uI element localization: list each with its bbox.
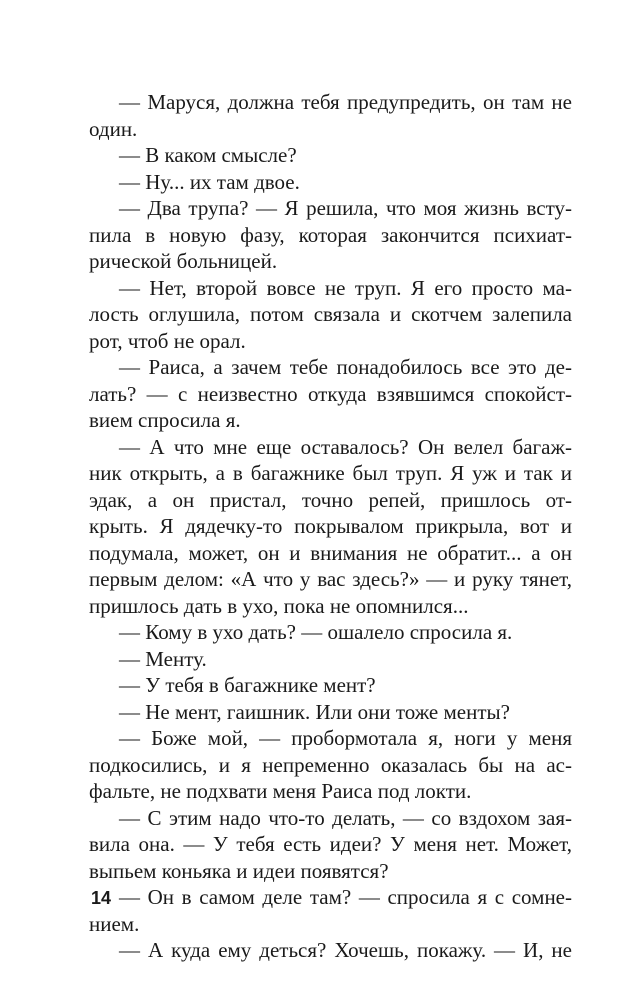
text-line: пила в новую фазу, которая закончится психиат- [89, 222, 572, 247]
text-line: — А куда ему деться? Хочешь, покажу. — И, не [119, 938, 572, 962]
text-line: эдак, а он пристал, точно репей, пришлось от- [89, 487, 572, 512]
text-line: пришлось дать в ухо, пока не опомнился... [89, 593, 469, 618]
text-line: лость оглушила, потом связала и скотчем залепила [89, 302, 572, 326]
text-line: ник открыть, а в багажнике был труп. Я уж и так и [89, 461, 572, 485]
text-line: — Нет, второй вовсе не труп. Я его просто ма- [119, 275, 572, 300]
text-line: — Раиса, а зачем тебе понадобилось все это де- [119, 355, 572, 379]
text-line: один. [89, 116, 138, 141]
page-body-text [89, 89, 572, 964]
text-line: — Боже мой, — пробормотала я, ноги у меня [119, 726, 572, 750]
text-line: вием спросила я. [89, 408, 241, 432]
text-line: крыть. Я дядечку-то покрывалом прикрыла, вот и [89, 514, 572, 538]
text-line: — Он в самом деле там? — спросила я с сомне- [119, 885, 572, 909]
text-line: первым делом: «А что у вас здесь?» — и руку тянет, [89, 567, 572, 591]
text-line: — Ну... их там двое. [119, 169, 300, 194]
text-line: подумала, может, он и внимания не обратит... а он [89, 540, 572, 565]
text-line: лать? — с неизвестно откуда взявшимся спокойст- [89, 381, 572, 406]
text-line: — Не мент, гаишник. Или они тоже менты? [119, 699, 510, 724]
text-line: вила она. — У тебя есть идеи? У меня нет. Может, [89, 832, 572, 856]
text-line: — А что мне еще оставалось? Он велел багаж- [119, 434, 572, 459]
text-line: выпьем коньяка и идеи появятся? [89, 858, 389, 883]
text-line: — Кому в ухо дать? — ошалело спросила я. [119, 620, 513, 644]
text-line: фальте, не подхвати меня Раиса под локти. [89, 779, 472, 803]
page-number: 14 [91, 888, 112, 908]
text-line: — Два трупа? — Я решила, что моя жизнь всту- [119, 196, 572, 220]
text-line: — В каком смысле? [119, 143, 297, 167]
text-line: — С этим надо что-то делать, — со вздохом зая- [119, 805, 572, 830]
text-line: нием. [89, 911, 140, 936]
text-line: — Менту. [119, 646, 207, 671]
text-line: рот, чтоб не орал. [89, 328, 246, 353]
text-line: рической больницей. [89, 249, 278, 273]
text-line: подкосились, и я непременно оказалась бы на ас- [89, 752, 572, 777]
text-line: — Маруся, должна тебя предупредить, он там не [119, 90, 572, 114]
text-line: — У тебя в багажнике мент? [119, 673, 376, 697]
